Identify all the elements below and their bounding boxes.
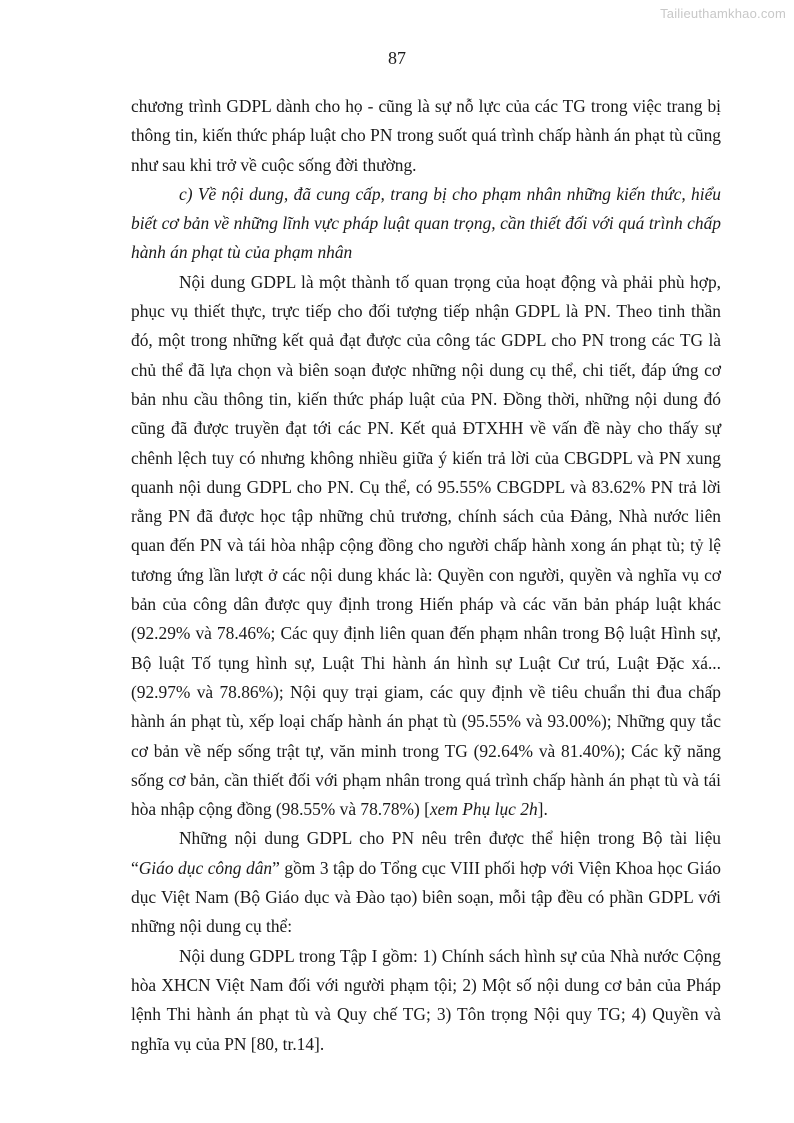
- paragraph-text: Những nội dung GDPL cho PN nêu trên được thể hiện trong Bộ tài liệu “: [131, 828, 721, 878]
- paragraph-volume-one: Nội dung GDPL trong Tập I gồm: 1) Chính sách hình sự của Nhà nước Cộng hòa XHCN Việt Nam đối với người phạm tội; 2) Một số nội dung cơ bản của Pháp lệnh Thi hành án phạt tù và Quy chế TG; 3) Tôn trọng Nội quy TG; 4) Quyền và nghĩa vụ của PN [80, tr.14].: [131, 945, 721, 1054]
- paragraph-text-end: ].: [537, 799, 548, 820]
- page-number: 87: [388, 48, 406, 68]
- paragraph-textbook: [131, 824, 721, 941]
- paragraph-text: Nội dung GDPL là một thành tố quan trọng của hoạt động và phải phù hợp, phục vụ thiết thực, trực tiếp cho đối tượng tiếp nhận GDPL là PN. Theo tinh thần đó, một trong những kết quả đạt được của công tác GDPL cho PN trong các TG là chủ thể đã lựa chọn và biên soạn được những nội dung cụ thể, chi tiết, đáp ứng cơ bản nhu cầu thông tin, kiến thức pháp luật của PN. Đồng thời, những nội dung đó cũng đã được truyền đạt tới các PN. Kết quả ĐTXHH về vấn đề này cho thấy sự chênh lệch tuy có nhưng không nhiều giữa ý kiến trả lời của CBGDPL và PN xung quanh nội dung GDPL cho PN. Cụ thể, có 95.55% CBGDPL và 83.62% PN trả lời rằng PN đã được học tập những chủ trương, chính sách của Đảng, Nhà nước liên quan đến PN và tái hòa nhập cộng đồng cho người chấp hành xong án phạt tù; tỷ lệ tương ứng lần lượt ở các nội dung khác là: Quyền con người, quyền và nghĩa vụ cơ bản của công dân được quy định trong Hiến pháp và các văn bản pháp luật khác (92.29% và 78.46%; Các quy định liên quan đến phạm nhân trong Bộ luật Hình sự, Bộ luật Tố tụng hình sự, Luật Thi hành án hình sự Luật Cư trú, Luật Đặc xá... (92.97% và 78.86%); Nội quy trại giam, các quy định về tiêu chuẩn thi đua chấp hành án phạt tù, xếp loại chấp hành án phạt tù (95.55% và 93.00%); Những quy tắc cơ bản về nếp sống trật tự, văn minh trong TG (92.64% và 81.40%); Các kỹ năng sống cơ bản, cần thiết đối với phạm nhân trong quá trình chấp hành án phạt tù và tái hòa nhập cộng đồng (98.55% và 78.78%) [: [131, 271, 721, 820]
- paragraph-text-end: ” gồm 3 tập do Tổng cục VIII phối hợp với Viện Khoa học Giáo dục Việt Nam (Bộ Giáo dục và Đào tạo) biên soạn, mỗi tập đều có phần GDPL với những nội dung cụ thể:: [131, 857, 721, 937]
- paragraph-continuation: chương trình GDPL dành cho họ - cũng là sự nỗ lực của các TG trong việc trang bị thông tin, kiến thức pháp luật cho PN trong suốt quá trình chấp hành án phạt tù cũng như sau khi trở về cuộc sống đời thường.: [131, 96, 721, 175]
- book-title: Giáo dục công dân: [138, 857, 273, 878]
- appendix-reference: xem Phụ lục 2h: [429, 799, 538, 820]
- paragraph-content-overview: [131, 268, 721, 825]
- watermark: Tailieuthamkhao.com: [660, 6, 786, 21]
- page-body: [131, 92, 721, 1059]
- section-heading-c: c) Về nội dung, đã cung cấp, trang bị cho phạm nhân những kiến thức, hiểu biết cơ bản về những lĩnh vực pháp luật quan trọng, cần thiết đối với quá trình chấp hành án phạt tù của phạm nhân: [131, 183, 721, 263]
